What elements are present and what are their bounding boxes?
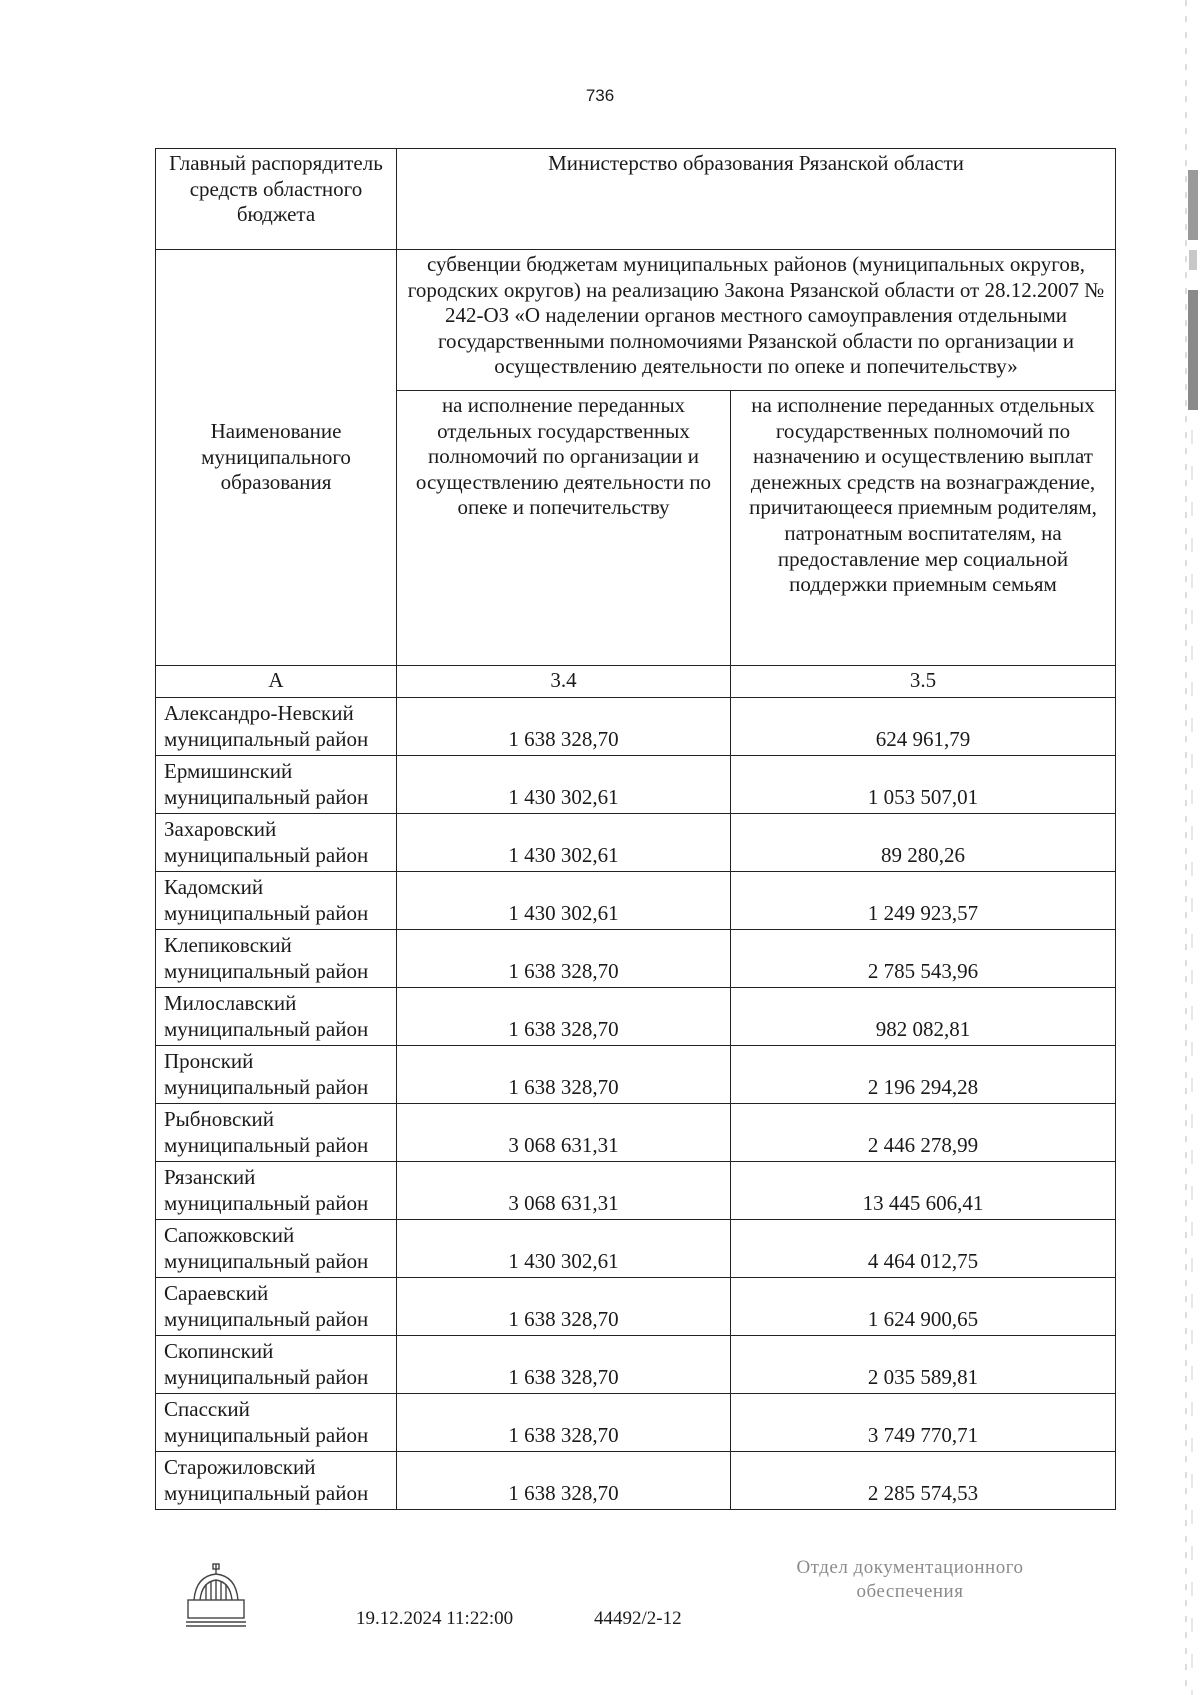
table-row [156,814,1116,872]
municipality-name-line1: Ермишинский [164,759,293,783]
municipality-name [156,1046,397,1104]
municipality-name-line2: муниципальный район [164,1249,369,1274]
archive-logo-icon [184,1562,248,1638]
subvention-title: субвенции бюджетам муниципальных районов (муниципальных округов, городских округов) на реализацию Закона Рязанской области от 28.12.2007 № 242-ОЗ «О наделении органов местного самоуправления отдельными государственными полномочиями Рязанской области по организации и осуществлению деятельности по опеке и попечительству» [397,250,1116,391]
municipality-name-line2: муниципальный район [164,1481,369,1506]
municipality-name-line2: муниципальный район [164,727,369,752]
amount-3-5: 1 624 900,65 [731,1278,1116,1336]
amount-3-5: 1 249 923,57 [731,872,1116,930]
amount-3-4: 1 638 328,70 [397,1046,731,1104]
table-row [156,1220,1116,1278]
amount-3-5: 2 785 543,96 [731,930,1116,988]
column-codes-row [156,666,1116,698]
municipality-name-line2: муниципальный район [164,1307,369,1332]
municipality-name-line2: муниципальный район [164,959,369,984]
municipality-name [156,756,397,814]
footer-doc-number: 44492/2-12 [594,1608,682,1629]
municipality-name-line1: Пронский [164,1049,254,1073]
footer-datetime: 19.12.2024 11:22:00 [356,1608,514,1629]
amount-3-5: 2 196 294,28 [731,1046,1116,1104]
amount-3-5: 3 749 770,71 [731,1394,1116,1452]
municipality-name-line1: Сапожковский [164,1223,295,1247]
amount-3-5: 89 280,26 [731,814,1116,872]
municipality-name [156,814,397,872]
municipality-name-line1: Спасский [164,1397,250,1421]
amount-3-4: 1 638 328,70 [397,1394,731,1452]
municipality-name-line2: муниципальный район [164,1423,369,1448]
municipality-name-line1: Захаровский [164,817,277,841]
amount-3-5: 13 445 606,41 [731,1162,1116,1220]
municipality-name-line1: Рыбновский [164,1107,275,1131]
table-row [156,698,1116,756]
subvention-row [156,250,1116,391]
municipality-name [156,1278,397,1336]
municipality-name-line2: муниципальный район [164,1075,369,1100]
municipality-name-line1: Скопинский [164,1339,274,1363]
table-row [156,1162,1116,1220]
amount-3-4: 3 068 631,31 [397,1162,731,1220]
amount-3-4: 1 638 328,70 [397,930,731,988]
amount-3-4: 1 430 302,61 [397,756,731,814]
table-row [156,1336,1116,1394]
table-row [156,1104,1116,1162]
amount-3-4: 1 430 302,61 [397,872,731,930]
amount-3-5: 2 285 574,53 [731,1452,1116,1510]
amount-3-4: 1 430 302,61 [397,814,731,872]
table-row [156,930,1116,988]
municipality-name-line2: муниципальный район [164,785,369,810]
column-code-a: А [156,666,397,698]
table-row [156,988,1116,1046]
amount-3-4: 1 638 328,70 [397,698,731,756]
amount-3-5: 624 961,79 [731,698,1116,756]
amount-3-5: 4 464 012,75 [731,1220,1116,1278]
municipality-name-line1: Старожиловский [164,1455,316,1479]
amount-3-4: 1 638 328,70 [397,1278,731,1336]
table-row [156,1278,1116,1336]
column-code-3-4: 3.4 [397,666,731,698]
amount-3-4: 1 638 328,70 [397,1336,731,1394]
department-stamp-line2: обеспечения [856,1580,964,1602]
amount-3-4: 1 638 328,70 [397,1452,731,1510]
table-row [156,1452,1116,1510]
municipality-name-line1: Сараевский [164,1281,269,1305]
municipality-name-line2: муниципальный район [164,901,369,926]
municipality-label: Наименование муниципального образования [156,250,397,666]
municipality-name-line1: Рязанский [164,1165,256,1189]
municipality-name-line1: Кадомский [164,875,264,899]
amount-3-5: 1 053 507,01 [731,756,1116,814]
table-row [156,1046,1116,1104]
municipality-name [156,872,397,930]
table-row [156,756,1116,814]
municipality-name [156,930,397,988]
municipality-name-line1: Клепиковский [164,933,292,957]
municipality-name [156,1104,397,1162]
column-code-3-5: 3.5 [731,666,1116,698]
municipality-name-line2: муниципальный район [164,1017,369,1042]
table-row [156,1394,1116,1452]
department-stamp [760,1556,1060,1604]
page-number: 736 [585,86,615,105]
budget-table [155,148,1116,1510]
municipality-name [156,1452,397,1510]
municipality-name-line1: Александро-Невский [164,701,354,725]
municipality-name [156,1162,397,1220]
amount-3-4: 3 068 631,31 [397,1104,731,1162]
column-3-5-title: на исполнение переданных отдельных государственных полномочий по назначению и осуществлению выплат денежных средств на вознаграждение, причитающееся приемным родителям, патронатным воспитателям, на предоставление мер социальной поддержки приемным семьям [731,391,1116,666]
scan-edge-artifact [1174,0,1200,1695]
municipality-name [156,1394,397,1452]
amount-3-5: 2 035 589,81 [731,1336,1116,1394]
amount-3-5: 2 446 278,99 [731,1104,1116,1162]
amount-3-5: 982 082,81 [731,988,1116,1046]
municipality-name [156,1336,397,1394]
distributor-row [156,149,1116,250]
main-distributor-value: Министерство образования Рязанской области [397,149,1116,250]
municipality-name-line2: муниципальный район [164,1365,369,1390]
municipality-name-line1: Милославский [164,991,297,1015]
main-distributor-label: Главный распорядитель средств областного бюджета [156,149,397,250]
amount-3-4: 1 430 302,61 [397,1220,731,1278]
municipality-name [156,698,397,756]
municipality-name [156,1220,397,1278]
municipality-name-line2: муниципальный район [164,1191,369,1216]
municipality-name-line2: муниципальный район [164,843,369,868]
table-row [156,872,1116,930]
amount-3-4: 1 638 328,70 [397,988,731,1046]
municipality-name [156,988,397,1046]
column-3-4-title: на исполнение переданных отдельных государственных полномочий по организации и осуществлению деятельности по опеке и попечительству [397,391,731,666]
municipality-name-line2: муниципальный район [164,1133,369,1158]
department-stamp-line1: Отдел документационного [796,1557,1024,1578]
